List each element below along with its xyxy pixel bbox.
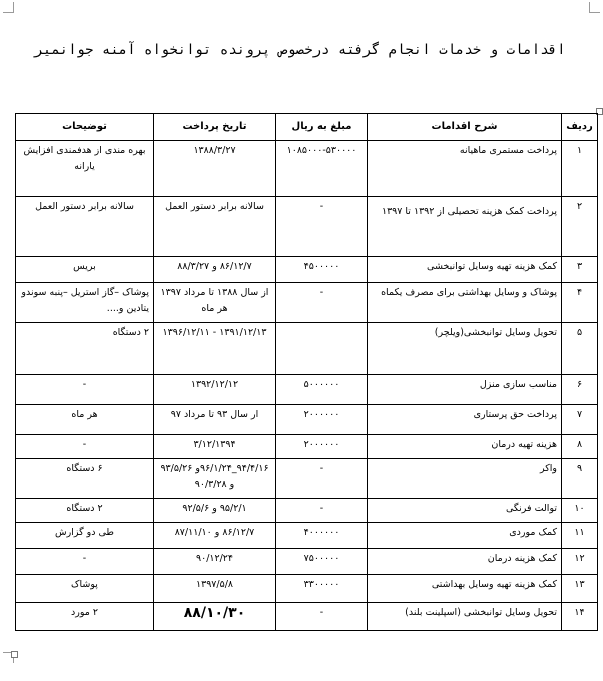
cell-notes: - [16,435,154,459]
cell-row-no: ۱۴ [562,603,598,631]
cell-date: ۸۶/۱۲/۷ و ۸۷/۱۱/۱۰ [154,523,276,549]
cell-notes: پوشاک [16,575,154,603]
cell-amount: ۴۰۰۰۰۰۰ [276,523,368,549]
cell-date: ۹۵/۲/۱ و ۹۲/۵/۶ [154,499,276,523]
cell-row-no: ۶ [562,375,598,405]
cell-amount: ۵۰۰۰۰۰۰ [276,375,368,405]
table-row [16,459,598,499]
table-row [16,575,598,603]
header-date: تاریخ پرداخت [154,114,276,141]
cell-date: از سال ۱۳۸۸ تا مرداد ۱۳۹۷ هر ماه [154,283,276,323]
cell-action: تحویل وسایل توانبخشی (اسپلینت بلند) [368,603,562,631]
cell-action: پرداخت کمک هزینه تحصیلی از ۱۳۹۲ تا ۱۳۹۷ [368,197,562,257]
cell-action: واکر [368,459,562,499]
cell-amount: - [276,283,368,323]
cell-action: کمک هزینه تهیه وسایل بهداشتی [368,575,562,603]
cell-row-no: ۱۱ [562,523,598,549]
table-row [16,603,598,631]
margin-corner-mark [3,2,14,13]
cell-amount: ۴۵۰۰۰۰۰ [276,257,368,283]
document-title: اقدامات و خدمات انجام گرفته درخصوص پرونده توانخواه آمنه جوانمیر [34,42,566,58]
cell-date: ۹۰/۱۲/۲۴ [154,549,276,575]
cell-row-no: ۳ [562,257,598,283]
cell-notes: ۲ دستگاه [16,323,154,375]
cell-date: سالانه برابر دستور العمل [154,197,276,257]
cell-row-no: ۱۰ [562,499,598,523]
table-row [16,435,598,459]
header-notes: توضیحات [16,114,154,141]
cell-date: ۱۳۹۲/۱۲/۱۲ [154,375,276,405]
cell-amount: - [276,197,368,257]
cell-action: کمک هزینه درمان [368,549,562,575]
cell-date: ۸۸/۱۰/۳۰ [154,603,276,631]
table-row [16,283,598,323]
margin-corner-mark [589,2,600,13]
cell-action: هزینه تهیه درمان [368,435,562,459]
cell-notes: - [16,549,154,575]
cell-amount: ۲۰۰۰۰۰۰ [276,435,368,459]
table-row [16,257,598,283]
cell-row-no: ۱ [562,141,598,197]
cell-notes: - [16,375,154,405]
table-move-handle[interactable] [11,651,18,658]
cell-date: ۱۳۹۷/۵/۸ [154,575,276,603]
cell-notes: ۲ دستگاه [16,499,154,523]
cell-amount: - [276,459,368,499]
cell-row-no: ۸ [562,435,598,459]
cell-amount: - [276,603,368,631]
table-row [16,323,598,375]
cell-notes: بریس [16,257,154,283]
cell-row-no: ۱۳ [562,575,598,603]
table-row [16,499,598,523]
cell-action: توالت فرنگی [368,499,562,523]
cell-row-no: ۲ [562,197,598,257]
cell-notes: ۶ دستگاه [16,459,154,499]
cell-notes: طی دو گزارش [16,523,154,549]
cell-date: ۱۳۸۸/۳/۲۷ [154,141,276,197]
table-row [16,549,598,575]
cell-action: کمک هزینه تهیه وسایل توانبخشی [368,257,562,283]
cell-amount [276,323,368,375]
cell-action: پوشاک و وسایل بهداشتی برای مصرف یکماه [368,283,562,323]
cell-row-no: ۵ [562,323,598,375]
cell-date: ۸۶/۱۲/۷ و ۸۸/۳/۲۷ [154,257,276,283]
header-action: شرح اقدامات [368,114,562,141]
actions-table [15,113,598,631]
cell-amount: ۷۵۰۰۰۰۰ [276,549,368,575]
cell-notes: بهره مندی از هدفمندی افزایش یارانه [16,141,154,197]
header-row-no: ردیف [562,114,598,141]
cell-notes: هر ماه [16,405,154,435]
cell-row-no: ۴ [562,283,598,323]
cell-row-no: ۹ [562,459,598,499]
cell-notes: پوشاک –گاز استریل –پنبه سوندو یتادین و.... [16,283,154,323]
table-row [16,405,598,435]
table-row [16,197,598,257]
table-row [16,523,598,549]
cell-date: ۳/۱۲/۱۳۹۴ [154,435,276,459]
cell-amount: ۲۰۰۰۰۰۰ [276,405,368,435]
cell-amount: - [276,499,368,523]
cell-notes: سالانه برابر دستور العمل [16,197,154,257]
cell-row-no: ۷ [562,405,598,435]
table-row [16,375,598,405]
cell-date: ۹۴/۴/۱۶_۹۶/۱/۲۴و ۹۳/۵/۲۶ و ۹۰/۳/۲۸ [154,459,276,499]
cell-amount: ۳۳۰۰۰۰۰ [276,575,368,603]
cell-action: پرداخت مستمری ماهیانه [368,141,562,197]
cell-action: کمک موردی [368,523,562,549]
cell-date: ۱۳۹۱/۱۲/۱۳ - ۱۳۹۶/۱۲/۱۱ [154,323,276,375]
cell-amount: ۱۰۸۵۰۰۰-۵۳۰۰۰۰ [276,141,368,197]
cell-row-no: ۱۲ [562,549,598,575]
cell-notes: ۲ مورد [16,603,154,631]
table-header-row [16,114,598,141]
cell-action: تحویل وسایل توانبخشی(ویلچر) [368,323,562,375]
cell-action: پرداخت حق پرستاری [368,405,562,435]
table-row [16,141,598,197]
cell-date: ار سال ۹۳ تا مرداد ۹۷ [154,405,276,435]
cell-action: مناسب سازی منزل [368,375,562,405]
header-amount: مبلغ به ریال [276,114,368,141]
